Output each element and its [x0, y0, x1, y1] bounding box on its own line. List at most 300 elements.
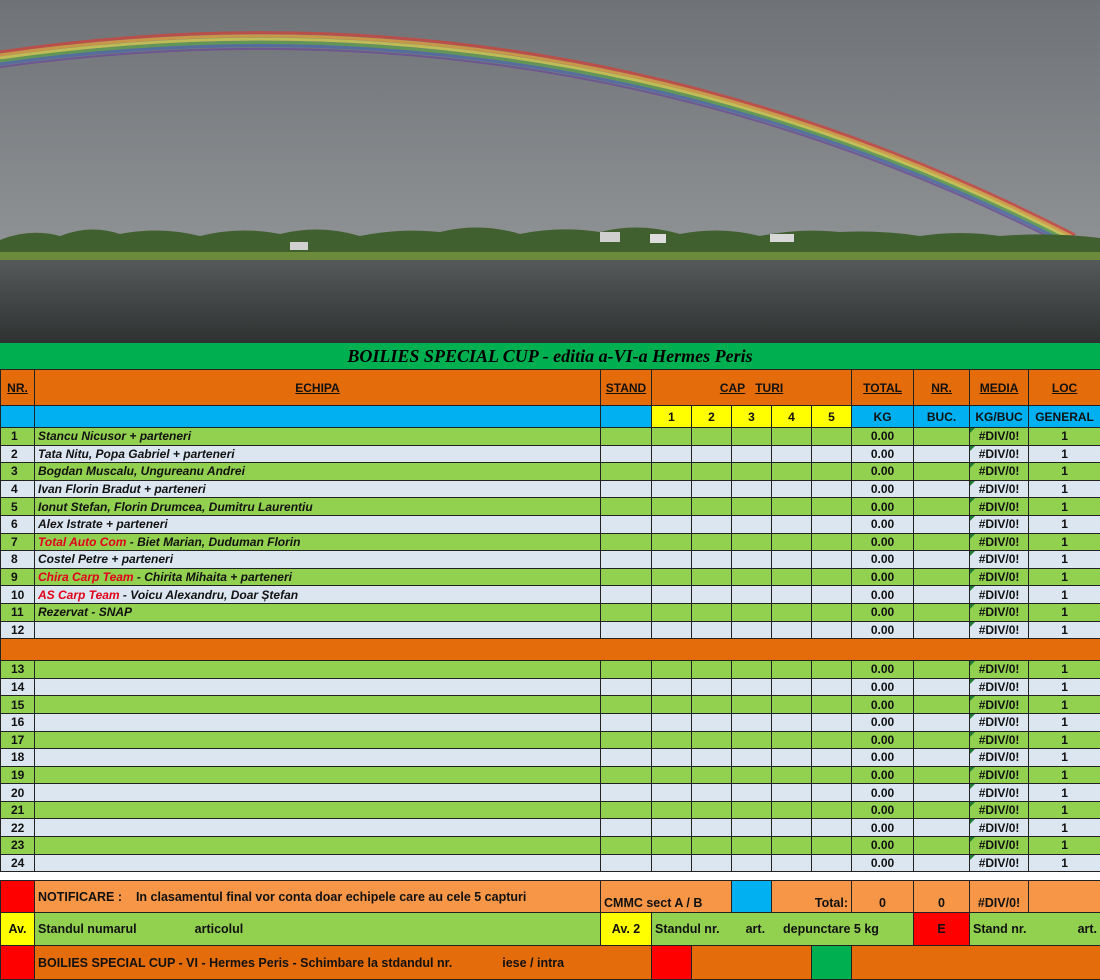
capture-cell-2[interactable]	[692, 713, 732, 731]
capture-cell-4[interactable]	[772, 445, 812, 463]
group-separator	[1, 639, 1100, 661]
table-row	[1, 603, 1100, 621]
art-2: art.	[1078, 922, 1097, 936]
loc-cell: 1	[1029, 445, 1100, 463]
capture-cell-5[interactable]	[812, 731, 852, 749]
team-cell[interactable]	[35, 784, 601, 802]
sub-turn-5: 5	[812, 406, 852, 428]
capture-cell-4[interactable]	[772, 551, 812, 569]
total-kg-cell: 0.00	[852, 837, 914, 855]
media-cell: #DIV/0!	[970, 731, 1029, 749]
row-number: 8	[1, 551, 35, 569]
team-cell[interactable]	[35, 533, 601, 551]
loc-cell: 1	[1029, 713, 1100, 731]
media-cell: #DIV/0!	[970, 428, 1029, 446]
total-kg-cell: 0.00	[852, 445, 914, 463]
stand-cell[interactable]	[601, 837, 652, 855]
buc-cell[interactable]	[914, 766, 970, 784]
media-cell: #DIV/0!	[970, 784, 1029, 802]
buc-cell[interactable]	[914, 498, 970, 516]
capture-cell-1[interactable]	[652, 819, 692, 837]
stand-cell[interactable]	[601, 568, 652, 586]
stand-cell[interactable]	[601, 551, 652, 569]
page-title: BOILIES SPECIAL CUP - editia a-VI-a Hermes Peris	[0, 343, 1100, 369]
stand-cell[interactable]	[601, 731, 652, 749]
capture-cell-3[interactable]	[732, 854, 772, 872]
team-name: Tata Nitu, Popa Gabriel + parteneri	[38, 447, 235, 461]
capture-cell-4[interactable]	[772, 801, 812, 819]
capture-cell-3[interactable]	[732, 801, 772, 819]
buc-cell[interactable]	[914, 837, 970, 855]
capture-cell-3[interactable]	[732, 533, 772, 551]
capture-cell-4[interactable]	[772, 515, 812, 533]
table-row	[1, 445, 1100, 463]
schimbare-red-cell	[1, 946, 35, 980]
capture-cell-5[interactable]	[812, 766, 852, 784]
capture-cell-4[interactable]	[772, 463, 812, 481]
buc-cell[interactable]	[914, 819, 970, 837]
capture-cell-4[interactable]	[772, 731, 812, 749]
team-cell[interactable]	[35, 854, 601, 872]
capture-cell-3[interactable]	[732, 463, 772, 481]
sub-kgbuc: KG/BUC	[970, 406, 1029, 428]
capture-cell-4[interactable]	[772, 678, 812, 696]
capture-cell-4[interactable]	[772, 749, 812, 767]
capture-cell-5[interactable]	[812, 661, 852, 679]
capture-cell-3[interactable]	[732, 766, 772, 784]
capture-cell-5[interactable]	[812, 678, 852, 696]
row-number: 12	[1, 621, 35, 639]
capture-cell-4[interactable]	[772, 568, 812, 586]
buc-cell[interactable]	[914, 749, 970, 767]
team-cell[interactable]	[35, 603, 601, 621]
schimbare-green-cell	[812, 946, 852, 980]
stand-cell[interactable]	[601, 498, 652, 516]
capture-cell-1[interactable]	[652, 480, 692, 498]
team-cell[interactable]	[35, 731, 601, 749]
team-cell[interactable]	[35, 713, 601, 731]
team-prefix: Chira Carp Team	[38, 570, 134, 584]
team-cell[interactable]	[35, 586, 601, 604]
capture-cell-4[interactable]	[772, 480, 812, 498]
capture-cell-4[interactable]	[772, 661, 812, 679]
capture-cell-4[interactable]	[772, 854, 812, 872]
loc-cell: 1	[1029, 480, 1100, 498]
capture-cell-5[interactable]	[812, 515, 852, 533]
stand-cell[interactable]	[601, 480, 652, 498]
capture-cell-1[interactable]	[652, 498, 692, 516]
total-kg-cell: 0.00	[852, 428, 914, 446]
row-number: 1	[1, 428, 35, 446]
buc-cell[interactable]	[914, 480, 970, 498]
team-cell[interactable]	[35, 498, 601, 516]
loc-cell: 1	[1029, 621, 1100, 639]
buc-cell[interactable]	[914, 551, 970, 569]
loc-cell: 1	[1029, 515, 1100, 533]
loc-cell: 1	[1029, 749, 1100, 767]
buc-cell[interactable]	[914, 515, 970, 533]
capture-cell-4[interactable]	[772, 837, 812, 855]
total-media: #DIV/0!	[970, 881, 1029, 913]
stand-nr-cell	[970, 913, 1100, 946]
capture-cell-3[interactable]	[732, 661, 772, 679]
loc-cell: 1	[1029, 428, 1100, 446]
capture-cell-1[interactable]	[652, 428, 692, 446]
media-cell: #DIV/0!	[970, 603, 1029, 621]
loc-cell: 1	[1029, 837, 1100, 855]
team-name: Ionut Stefan, Florin Drumcea, Dumitru Laurentiu	[38, 500, 313, 514]
capture-cell-4[interactable]	[772, 603, 812, 621]
capture-cell-2[interactable]	[692, 819, 732, 837]
team-name: - Chirita Mihaita + parteneri	[134, 570, 292, 584]
row-number: 14	[1, 678, 35, 696]
capture-cell-3[interactable]	[732, 603, 772, 621]
capture-cell-3[interactable]	[732, 428, 772, 446]
media-cell: #DIV/0!	[970, 749, 1029, 767]
sub-general: GENERAL	[1029, 406, 1100, 428]
team-cell[interactable]	[35, 480, 601, 498]
team-cell[interactable]	[35, 766, 601, 784]
results-table	[0, 369, 1100, 872]
footer-table	[0, 880, 1100, 980]
notificare-text: In clasamentul final vor conta doar echipele care au cele 5 capturi	[136, 890, 526, 904]
team-cell[interactable]	[35, 678, 601, 696]
loc-cell: 1	[1029, 533, 1100, 551]
capture-cell-5[interactable]	[812, 749, 852, 767]
team-cell[interactable]	[35, 819, 601, 837]
buc-cell[interactable]	[914, 463, 970, 481]
capture-cell-2[interactable]	[692, 428, 732, 446]
capture-cell-2[interactable]	[692, 533, 732, 551]
buc-cell[interactable]	[914, 696, 970, 714]
total-kg-cell: 0.00	[852, 551, 914, 569]
capture-cell-4[interactable]	[772, 621, 812, 639]
capture-cell-3[interactable]	[732, 837, 772, 855]
capture-cell-2[interactable]	[692, 661, 732, 679]
capture-cell-2[interactable]	[692, 749, 732, 767]
team-name: Rezervat - SNAP	[38, 605, 132, 619]
team-cell[interactable]	[35, 551, 601, 569]
capture-cell-3[interactable]	[732, 749, 772, 767]
capture-cell-3[interactable]	[732, 731, 772, 749]
subheader-row	[1, 406, 1100, 428]
buc-cell[interactable]	[914, 533, 970, 551]
capture-cell-3[interactable]	[732, 551, 772, 569]
schimbare-row	[1, 946, 1100, 980]
total-kg-cell: 0.00	[852, 661, 914, 679]
loc-cell: 1	[1029, 696, 1100, 714]
total-kg-cell: 0.00	[852, 498, 914, 516]
capture-cell-1[interactable]	[652, 837, 692, 855]
stand-cell[interactable]	[601, 784, 652, 802]
media-cell: #DIV/0!	[970, 445, 1029, 463]
buc-cell[interactable]	[914, 603, 970, 621]
capture-cell-5[interactable]	[812, 533, 852, 551]
capture-cell-1[interactable]	[652, 533, 692, 551]
buc-cell[interactable]	[914, 445, 970, 463]
capture-cell-5[interactable]	[812, 621, 852, 639]
capture-cell-4[interactable]	[772, 696, 812, 714]
stand-cell[interactable]	[601, 445, 652, 463]
capture-cell-3[interactable]	[732, 568, 772, 586]
capture-cell-2[interactable]	[692, 551, 732, 569]
team-cell[interactable]	[35, 749, 601, 767]
capture-cell-1[interactable]	[652, 551, 692, 569]
capture-cell-2[interactable]	[692, 731, 732, 749]
capture-cell-3[interactable]	[732, 713, 772, 731]
capture-cell-1[interactable]	[652, 445, 692, 463]
stand-cell[interactable]	[601, 819, 652, 837]
team-name: Stancu Nicusor + parteneri	[38, 429, 191, 443]
total-kg-cell: 0.00	[852, 731, 914, 749]
capture-cell-3[interactable]	[732, 784, 772, 802]
buc-cell[interactable]	[914, 586, 970, 604]
capture-cell-2[interactable]	[692, 837, 732, 855]
buc-cell[interactable]	[914, 713, 970, 731]
total-kg-cell: 0.00	[852, 586, 914, 604]
buc-cell[interactable]	[914, 661, 970, 679]
team-cell[interactable]	[35, 515, 601, 533]
capture-cell-2[interactable]	[692, 621, 732, 639]
capture-cell-3[interactable]	[732, 819, 772, 837]
schimbare-orange-cell	[692, 946, 812, 980]
capture-cell-3[interactable]	[732, 498, 772, 516]
capture-cell-1[interactable]	[652, 586, 692, 604]
av2-cell: Av. 2	[601, 913, 652, 946]
capture-cell-2[interactable]	[692, 498, 732, 516]
sub-blank-nr	[1, 406, 35, 428]
capture-cell-2[interactable]	[692, 480, 732, 498]
stand-cell[interactable]	[601, 621, 652, 639]
capture-cell-2[interactable]	[692, 766, 732, 784]
capture-cell-4[interactable]	[772, 498, 812, 516]
capture-cell-5[interactable]	[812, 801, 852, 819]
stand-nr: Stand nr.	[973, 922, 1026, 936]
capture-cell-1[interactable]	[652, 784, 692, 802]
sub-blank-stand	[601, 406, 652, 428]
sub-buc: BUC.	[914, 406, 970, 428]
stand-cell[interactable]	[601, 463, 652, 481]
capture-cell-2[interactable]	[692, 586, 732, 604]
row-number: 5	[1, 498, 35, 516]
row-number: 15	[1, 696, 35, 714]
buc-cell[interactable]	[914, 678, 970, 696]
capture-cell-1[interactable]	[652, 696, 692, 714]
header-total: TOTAL	[852, 370, 914, 406]
capture-cell-4[interactable]	[772, 819, 812, 837]
table-row	[1, 766, 1100, 784]
stand-cell[interactable]	[601, 533, 652, 551]
capture-cell-4[interactable]	[772, 428, 812, 446]
capture-cell-1[interactable]	[652, 678, 692, 696]
bottom-text: BOILIES SPECIAL CUP - VI - Hermes Peris - Schimbare la stdandul nr.	[38, 956, 452, 970]
capture-cell-5[interactable]	[812, 463, 852, 481]
header-media: MEDIA	[970, 370, 1029, 406]
capture-cell-2[interactable]	[692, 801, 732, 819]
capture-cell-2[interactable]	[692, 696, 732, 714]
capture-cell-5[interactable]	[812, 551, 852, 569]
capture-cell-4[interactable]	[772, 713, 812, 731]
capture-cell-2[interactable]	[692, 445, 732, 463]
total-kg-cell: 0.00	[852, 480, 914, 498]
stand-cell[interactable]	[601, 603, 652, 621]
stand-cell[interactable]	[601, 515, 652, 533]
sub-turn-3: 3	[732, 406, 772, 428]
stand-cell[interactable]	[601, 713, 652, 731]
capture-cell-2[interactable]	[692, 854, 732, 872]
loc-cell: 1	[1029, 586, 1100, 604]
capture-cell-4[interactable]	[772, 586, 812, 604]
stand-cell[interactable]	[601, 766, 652, 784]
capture-cell-5[interactable]	[812, 480, 852, 498]
buc-cell[interactable]	[914, 784, 970, 802]
team-name: - Voicu Alexandru, Doar Ștefan	[120, 588, 298, 602]
capture-cell-2[interactable]	[692, 678, 732, 696]
capture-cell-4[interactable]	[772, 766, 812, 784]
capture-cell-5[interactable]	[812, 784, 852, 802]
media-cell: #DIV/0!	[970, 819, 1029, 837]
header-stand: STAND	[601, 370, 652, 406]
stand-cell[interactable]	[601, 678, 652, 696]
team-cell[interactable]	[35, 445, 601, 463]
capture-cell-1[interactable]	[652, 621, 692, 639]
media-cell: #DIV/0!	[970, 661, 1029, 679]
buc-cell[interactable]	[914, 731, 970, 749]
table-row	[1, 854, 1100, 872]
team-cell[interactable]	[35, 428, 601, 446]
total-kg: 0	[852, 881, 914, 913]
capture-cell-3[interactable]	[732, 678, 772, 696]
capture-cell-4[interactable]	[772, 533, 812, 551]
capture-cell-5[interactable]	[812, 428, 852, 446]
capture-cell-3[interactable]	[732, 480, 772, 498]
buc-cell[interactable]	[914, 568, 970, 586]
stand-cell[interactable]	[601, 696, 652, 714]
table-row	[1, 428, 1100, 446]
buc-cell[interactable]	[914, 621, 970, 639]
capture-cell-1[interactable]	[652, 661, 692, 679]
loc-cell: 1	[1029, 661, 1100, 679]
depunctare: depunctare 5 kg	[783, 922, 879, 936]
table-row	[1, 586, 1100, 604]
capture-cell-5[interactable]	[812, 819, 852, 837]
team-cell[interactable]	[35, 696, 601, 714]
capture-cell-1[interactable]	[652, 463, 692, 481]
notificare-cell	[35, 881, 601, 913]
media-cell: #DIV/0!	[970, 463, 1029, 481]
stand-cell[interactable]	[601, 428, 652, 446]
table-row	[1, 498, 1100, 516]
capture-cell-5[interactable]	[812, 713, 852, 731]
team-cell[interactable]	[35, 661, 601, 679]
row-number: 3	[1, 463, 35, 481]
avertisment-row	[1, 913, 1100, 946]
stand-cell[interactable]	[601, 661, 652, 679]
schimbare-cell	[35, 946, 652, 980]
capture-cell-2[interactable]	[692, 568, 732, 586]
capture-cell-3[interactable]	[732, 621, 772, 639]
notificare-row	[1, 881, 1100, 913]
capture-cell-5[interactable]	[812, 837, 852, 855]
capture-cell-1[interactable]	[652, 801, 692, 819]
total-loc-blank	[1029, 881, 1100, 913]
capture-cell-5[interactable]	[812, 586, 852, 604]
capture-cell-2[interactable]	[692, 463, 732, 481]
total-kg-cell: 0.00	[852, 766, 914, 784]
capture-cell-5[interactable]	[812, 696, 852, 714]
capture-cell-1[interactable]	[652, 766, 692, 784]
capture-cell-5[interactable]	[812, 854, 852, 872]
team-cell[interactable]	[35, 621, 601, 639]
buc-cell[interactable]	[914, 854, 970, 872]
header-nr: NR.	[1, 370, 35, 406]
total-kg-cell: 0.00	[852, 463, 914, 481]
capture-cell-1[interactable]	[652, 713, 692, 731]
capture-cell-1[interactable]	[652, 515, 692, 533]
capture-cell-2[interactable]	[692, 603, 732, 621]
team-cell[interactable]	[35, 463, 601, 481]
team-name: Costel Petre + parteneri	[38, 552, 173, 566]
total-kg-cell: 0.00	[852, 749, 914, 767]
media-cell: #DIV/0!	[970, 801, 1029, 819]
capture-cell-5[interactable]	[812, 568, 852, 586]
table-row	[1, 621, 1100, 639]
header-loc: LOC	[1029, 370, 1100, 406]
table-row	[1, 749, 1100, 767]
row-number: 18	[1, 749, 35, 767]
capture-cell-1[interactable]	[652, 854, 692, 872]
loc-cell: 1	[1029, 568, 1100, 586]
capture-cell-3[interactable]	[732, 515, 772, 533]
capture-cell-2[interactable]	[692, 784, 732, 802]
row-number: 19	[1, 766, 35, 784]
buc-cell[interactable]	[914, 428, 970, 446]
capture-cell-2[interactable]	[692, 515, 732, 533]
table-row	[1, 696, 1100, 714]
capture-cell-1[interactable]	[652, 749, 692, 767]
media-cell: #DIV/0!	[970, 854, 1029, 872]
av1-cell: Av.	[1, 913, 35, 946]
lake-rainbow-photo	[0, 0, 1100, 343]
capture-cell-1[interactable]	[652, 731, 692, 749]
capture-cell-3[interactable]	[732, 696, 772, 714]
total-kg-cell: 0.00	[852, 678, 914, 696]
stand-cell[interactable]	[601, 854, 652, 872]
media-cell: #DIV/0!	[970, 696, 1029, 714]
capture-cell-5[interactable]	[812, 445, 852, 463]
team-cell[interactable]	[35, 837, 601, 855]
table-row	[1, 837, 1100, 855]
capture-cell-1[interactable]	[652, 603, 692, 621]
capture-cell-3[interactable]	[732, 445, 772, 463]
table-row	[1, 784, 1100, 802]
cmmc-blue-cell	[732, 881, 772, 913]
table-row	[1, 731, 1100, 749]
capture-cell-5[interactable]	[812, 498, 852, 516]
stand-cell[interactable]	[601, 801, 652, 819]
team-cell[interactable]	[35, 801, 601, 819]
capture-cell-4[interactable]	[772, 784, 812, 802]
capture-cell-3[interactable]	[732, 586, 772, 604]
buc-cell[interactable]	[914, 801, 970, 819]
stand-cell[interactable]	[601, 586, 652, 604]
capture-cell-1[interactable]	[652, 568, 692, 586]
team-cell[interactable]	[35, 568, 601, 586]
capture-cell-5[interactable]	[812, 603, 852, 621]
total-kg-cell: 0.00	[852, 713, 914, 731]
media-cell: #DIV/0!	[970, 621, 1029, 639]
stand-cell[interactable]	[601, 749, 652, 767]
